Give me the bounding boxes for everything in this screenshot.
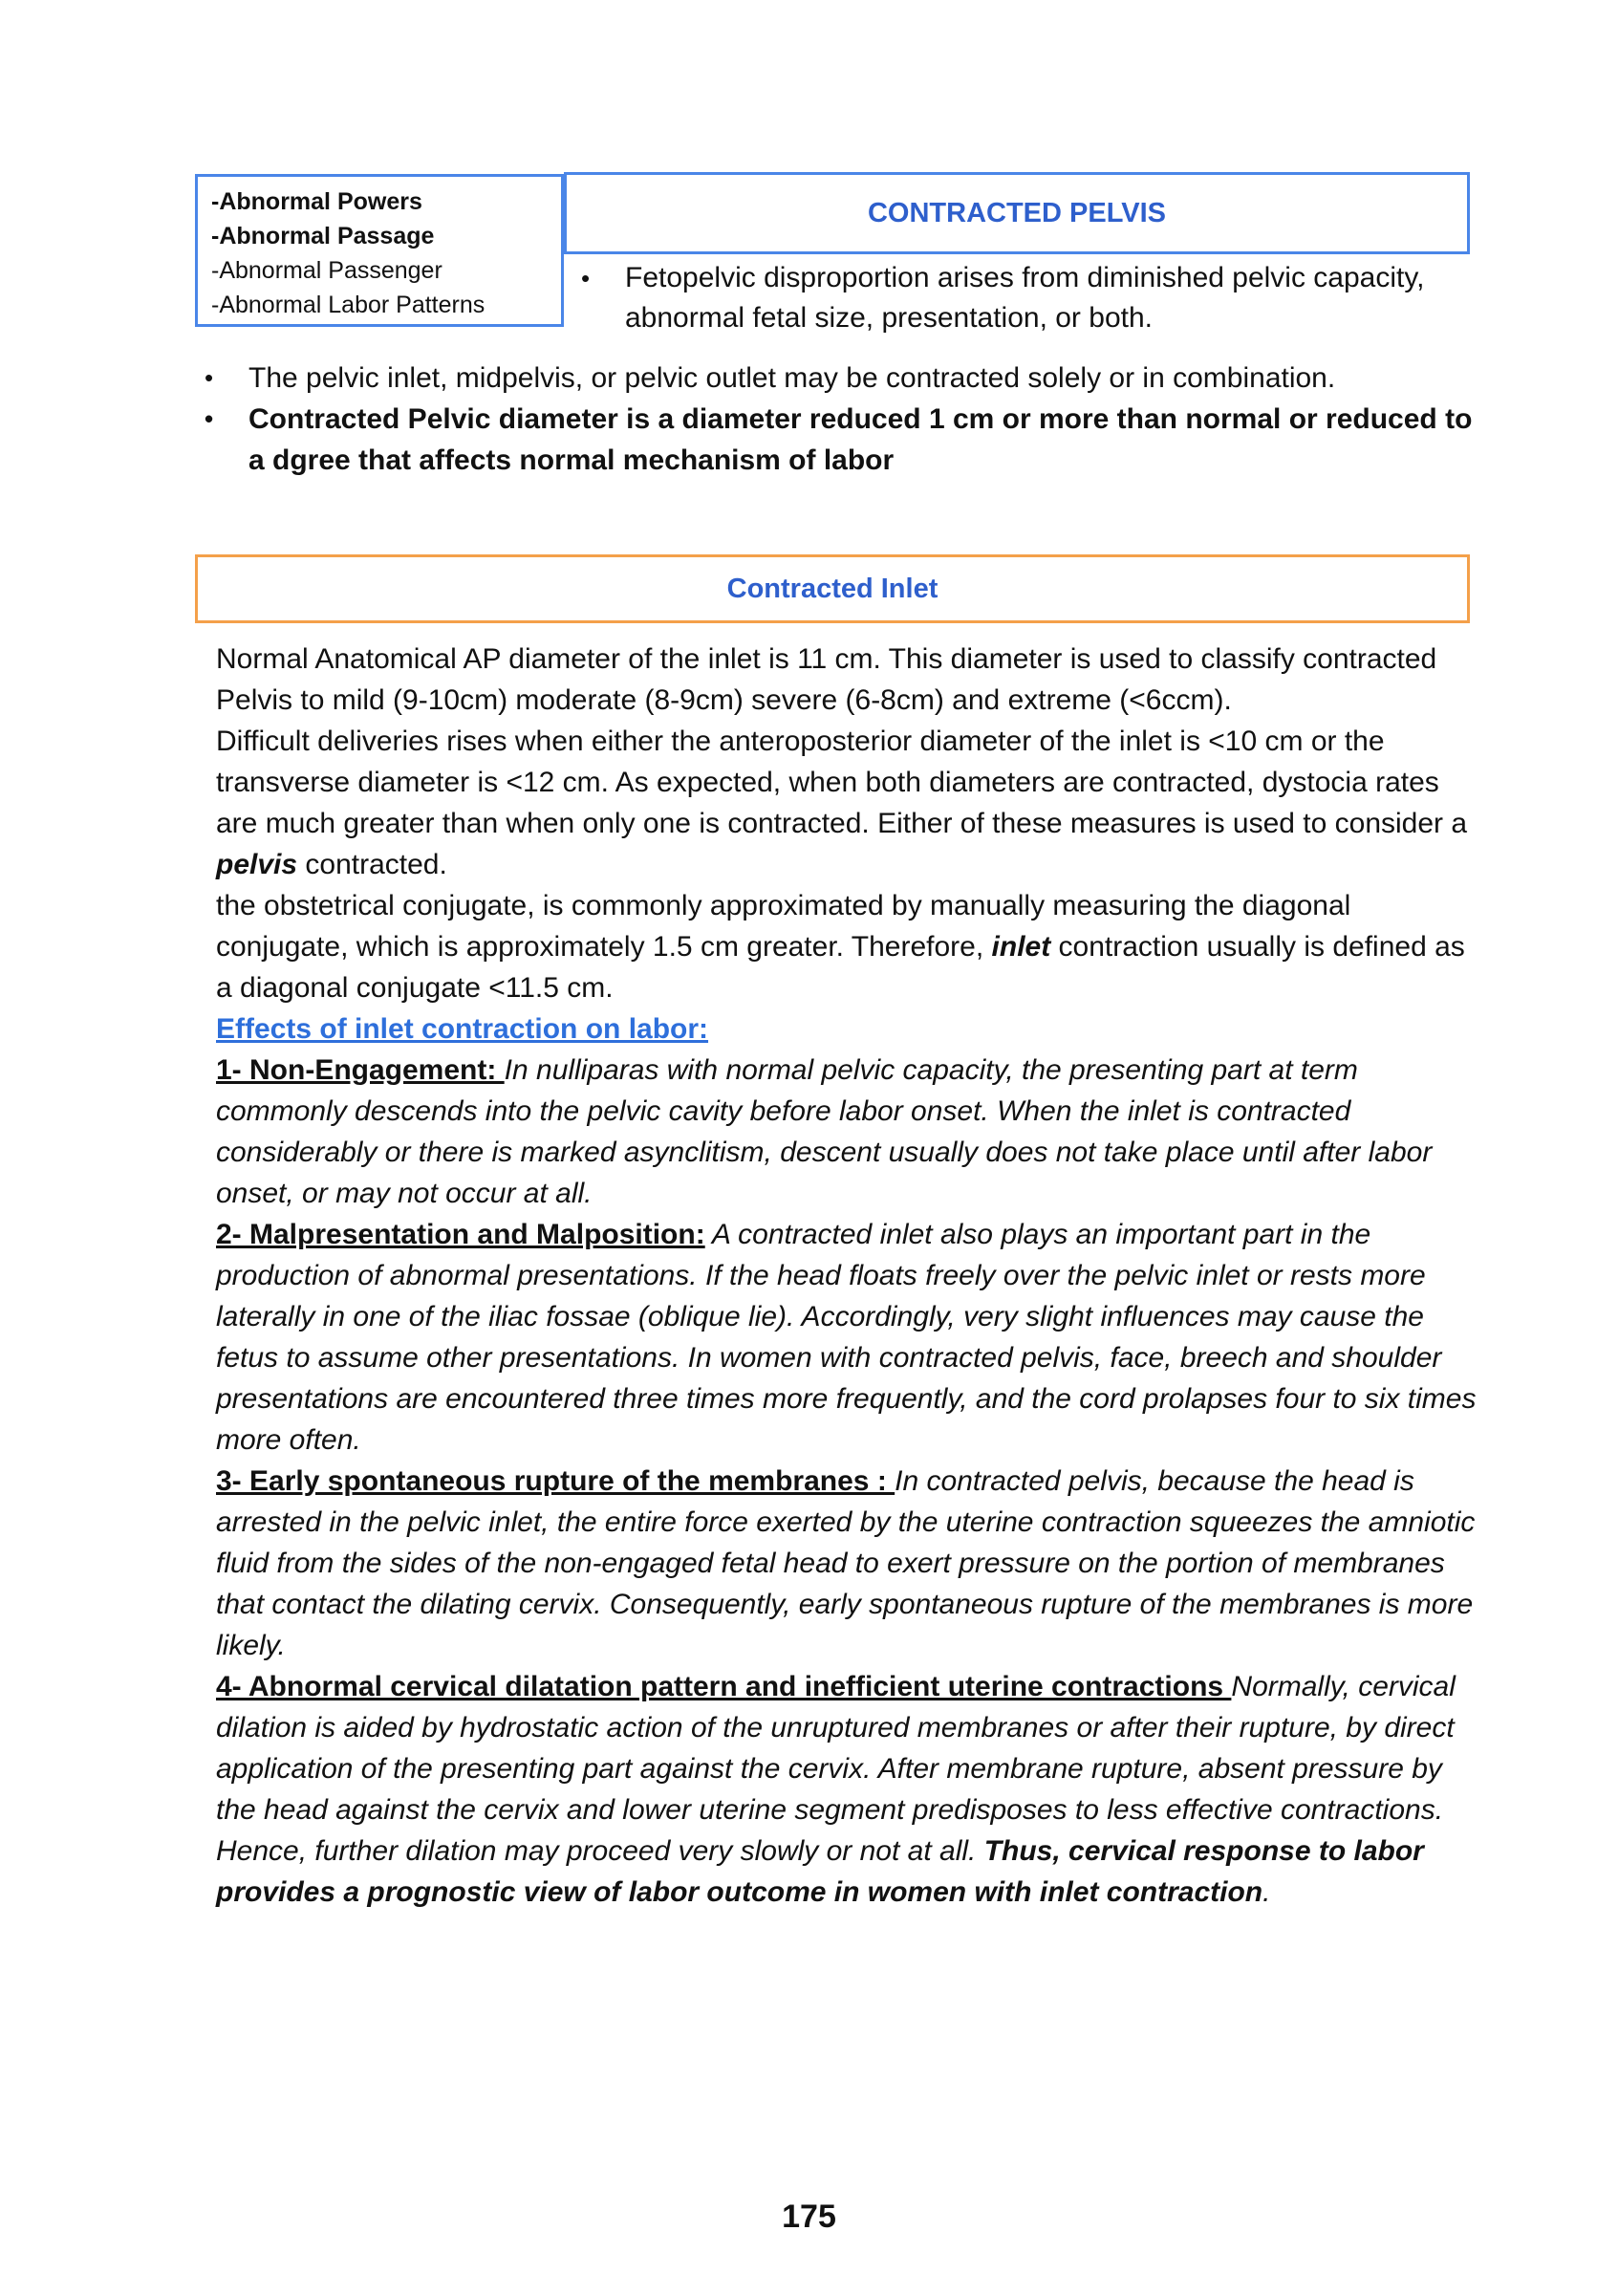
effects-heading: Effects of inlet contraction on labor: bbox=[216, 1013, 709, 1045]
section-title: Contracted Inlet bbox=[726, 573, 938, 604]
intro-bullet bbox=[581, 258, 1470, 338]
page-number: 175 bbox=[782, 2199, 836, 2235]
side-topics-box bbox=[195, 174, 564, 327]
effect-heading: 1- Non-Engagement: bbox=[216, 1054, 505, 1086]
paragraph-anatomical-diameter: Normal Anatomical AP diameter of the inlet is 11 cm. This diameter is used to classify contracted Pelvis to mild (9-10cm) moderate (8-9cm) severe (6-8cm) and extreme (<6ccm). bbox=[216, 643, 1437, 716]
effect-conclusion: Thus, cervical response to labor provides a prognostic view of labor outcome in women with inlet contraction bbox=[216, 1835, 1424, 1908]
effect-heading: 2- Malpresentation and Malposition: bbox=[216, 1219, 705, 1250]
bullet-text: Contracted Pelvic diameter is a diameter reduced 1 cm or more than normal or reduced to a dgree that affects normal mechanism of labor bbox=[248, 403, 1473, 476]
topic-abnormal-labor-patterns: -Abnormal Labor Patterns bbox=[211, 292, 485, 318]
effect-description: In contracted pelvis, because the head is arrested in the pelvic inlet, the entire force exerted by the uterine contraction squeezes the amniotic fluid from the sides of the non-engaged fetal head to exert pressure on the portion of membranes that contact the dilating cervix. Consequently, early spontaneous rupture of the membranes is more likely. bbox=[216, 1465, 1476, 1661]
main-bullet-list bbox=[205, 357, 1476, 481]
emphasis-pelvis: pelvis bbox=[216, 849, 298, 880]
list-item bbox=[205, 357, 1476, 399]
body-text bbox=[216, 639, 1478, 1913]
emphasis-inlet: inlet bbox=[991, 931, 1051, 963]
effect-heading: 3- Early spontaneous rupture of the membranes : bbox=[216, 1465, 895, 1497]
bullet-icon: • bbox=[205, 404, 214, 433]
paragraph-obstetrical-conjugate: the obstetrical conjugate, is commonly approximated by manually measuring the diagonal conjugate, which is approximately 1.5 cm greater. Therefore, inlet contraction usually is defined as a diagonal conjugate <11.5 cm. bbox=[216, 890, 1465, 1004]
paragraph-difficult-deliveries: Difficult deliveries rises when either the anteroposterior diameter of the inlet is <10 cm or the transverse diameter is <12 cm. As expected, when both diameters are contracted, dystocia rates are much greater than when only one is contracted. Either of these measures is used to consider a pelvis contracted. bbox=[216, 726, 1468, 880]
effect-heading: 4- Abnormal cervical dilatation pattern and inefficient uterine contractions bbox=[216, 1671, 1232, 1702]
effect-malpresentation bbox=[216, 1214, 1478, 1461]
topic-abnormal-passenger: -Abnormal Passenger bbox=[211, 257, 442, 284]
section-title-box bbox=[195, 554, 1470, 623]
effect-description: Normally, cervical dilation is aided by hydrostatic action of the unruptured membranes or after their rupture, by direct application of the presenting part against the cervix. After membrane rupture, absent pressure by the head against the cervix and lower uterine segment predisposes to less effective contractions. Hence, further dilation may proceed very slowly or not at all. bbox=[216, 1671, 1456, 1867]
effect-non-engagement bbox=[216, 1050, 1478, 1214]
bullet-icon: • bbox=[205, 363, 214, 392]
effect-description: A contracted inlet also plays an important part in the production of abnormal presentations. If the head floats freely over the pelvic inlet or rests more laterally in one of the iliac fossae (oblique lie). Accordingly, very slight influences may cause the fetus to assume other presentations. In women with contracted pelvis, face, breech and shoulder presentations are encountered three times more frequently, and the cord prolapses four to six times more often. bbox=[216, 1219, 1477, 1456]
topic-abnormal-passage: -Abnormal Passage bbox=[211, 223, 435, 249]
list-item bbox=[205, 399, 1476, 481]
effect-cervical-dilatation: 4- Abnormal cervical dilatation pattern and inefficient uterine contractions Normally, cervical dilation is aided by hydrostatic action of the unruptured membranes or after their rupture, by direct application of the presenting part against the cervix. After membrane rupture, absent pressure by the head against the cervix and lower uterine segment predisposes to less effective contractions. Hence, further dilation may proceed very slowly or not at all. Thus, cervical response to labor provides a prognostic view of labor outcome in women with inlet contraction. bbox=[216, 1671, 1456, 1908]
effect-description: In nulliparas with normal pelvic capacity, the presenting part at term commonly descends into the pelvic cavity before labor onset. When the inlet is contracted considerably or there is marked asynclitism, descent usually does not take place until after labor onset, or may not occur at all. bbox=[216, 1054, 1433, 1209]
bullet-icon: • bbox=[581, 264, 591, 292]
bullet-text: The pelvic inlet, midpelvis, or pelvic outlet may be contracted solely or in combination. bbox=[248, 362, 1336, 394]
intro-bullet-text: Fetopelvic disproportion arises from diminished pelvic capacity, abnormal fetal size, presentation, or both. bbox=[625, 262, 1425, 334]
topic-abnormal-powers: -Abnormal Powers bbox=[211, 188, 422, 215]
page-title-box bbox=[564, 172, 1470, 254]
effect-early-rupture bbox=[216, 1461, 1478, 1666]
page-title: CONTRACTED PELVIS bbox=[867, 197, 1167, 228]
